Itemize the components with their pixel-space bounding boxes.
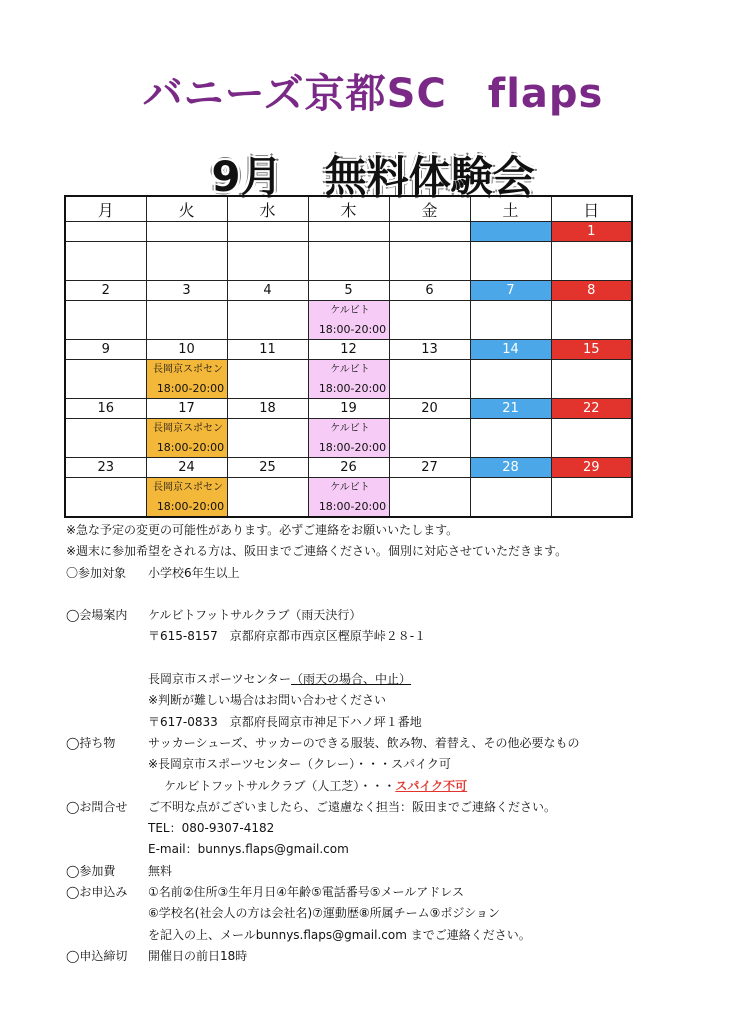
day-cell: 12 xyxy=(308,340,389,360)
note-line: ※週末に参加希望をされる方は、阪田までご連絡ください。個別に対応させていただきます。 xyxy=(66,544,568,559)
apply-row xyxy=(66,882,567,903)
apply-label: ◯お申込み xyxy=(66,885,128,900)
event-venue: 長岡京スポセン xyxy=(153,482,223,493)
day-cell: 18 xyxy=(227,399,308,419)
day-cell: 19 xyxy=(308,399,389,419)
no-spikes-warning: スパイク不可 xyxy=(395,778,468,793)
event-kelvito[interactable] xyxy=(308,301,389,340)
week-0-event-row xyxy=(65,242,632,281)
header-sat: 土 xyxy=(470,196,551,222)
day-cell-sat: 14 xyxy=(470,340,551,360)
day-cell: 26 xyxy=(308,458,389,478)
day-cell xyxy=(227,222,308,242)
event-nagaoka[interactable] xyxy=(146,478,227,518)
day-cell: 11 xyxy=(227,340,308,360)
header-fri: 金 xyxy=(389,196,470,222)
venue2-heading xyxy=(148,669,411,690)
deadline-value: 開催日の前日18時 xyxy=(148,948,248,963)
header-tue: 火 xyxy=(146,196,227,222)
target-value: 小学校6年生以上 xyxy=(148,565,240,580)
venue2-name: 長岡京市スポーツセンター xyxy=(148,672,292,687)
bring-items: サッカーシューズ、サッカーのできる服装、飲み物、着替え、その他必要なもの xyxy=(148,735,580,750)
week-1-number-row xyxy=(65,281,632,301)
day-cell-sun: 8 xyxy=(551,281,632,301)
apply-line-3: を記入の上、メールbunnys.flaps@gmail.com までご連絡ください。 xyxy=(148,927,531,942)
event-time: 18:00-20:00 xyxy=(318,441,387,454)
contact-row xyxy=(66,797,567,818)
calendar-table xyxy=(64,195,633,518)
venue1-name: ケルビトフットサルクラブ（雨天決行） xyxy=(148,608,362,623)
event-venue: ケルビト xyxy=(330,423,370,434)
fee-label: ◯参加費 xyxy=(66,863,116,878)
header-sun: 日 xyxy=(551,196,632,222)
day-cell-sun: 1 xyxy=(551,222,632,242)
fee-value: 無料 xyxy=(148,863,173,878)
event-kelvito[interactable] xyxy=(308,419,389,458)
venue1-address: 〒615-8157 京都府京都市西京区樫原芋峠２８-１ xyxy=(148,629,427,644)
week-4-number-row xyxy=(65,458,632,478)
week-2-number-row xyxy=(65,340,632,360)
contact-tel: TEL：080-9307-4182 xyxy=(148,821,275,836)
bring-note-kelvito: ケルビトフットサルクラブ（人工芝）・・・スパイク不可 xyxy=(164,778,468,793)
deadline-row xyxy=(66,946,567,967)
event-nagaoka[interactable] xyxy=(146,419,227,458)
day-cell: 13 xyxy=(389,340,470,360)
note-line: ※急な予定の変更の可能性があります。必ずご連絡をお願いいたします。 xyxy=(66,523,459,537)
event-time: 18:00-20:00 xyxy=(156,500,225,513)
contact-label: ◯お問合せ xyxy=(66,799,128,814)
day-cell-sat: 21 xyxy=(470,399,551,419)
day-cell-sat: 7 xyxy=(470,281,551,301)
week-0-number-row xyxy=(65,222,632,242)
event-kelvito[interactable] xyxy=(308,478,389,518)
day-cell-sun: 22 xyxy=(551,399,632,419)
target-row xyxy=(66,563,567,584)
calendar-header-row xyxy=(65,196,632,222)
event-venue: 長岡京スポセン xyxy=(153,364,223,375)
week-2-event-row xyxy=(65,360,632,399)
apply-line-2: ⑥学校名(社会人の方は会社名)⑦運動歴⑧所属チーム⑨ポジション xyxy=(148,906,500,921)
venue-row xyxy=(66,605,567,626)
day-cell xyxy=(65,222,146,242)
contact-email[interactable]: E-mail：bunnys.flaps@gmail.com xyxy=(148,842,349,857)
week-4-event-row xyxy=(65,478,632,518)
week-3-number-row xyxy=(65,399,632,419)
day-cell-sun: 29 xyxy=(551,458,632,478)
bring-note-nagaoka: ※長岡京市スポーツセンター（クレー）・・・スパイク可 xyxy=(148,757,451,772)
day-cell-sun: 15 xyxy=(551,340,632,360)
event-time: 18:00-20:00 xyxy=(318,382,387,395)
day-cell-sat xyxy=(470,222,551,242)
week-1-event-row xyxy=(65,301,632,340)
day-cell: 10 xyxy=(146,340,227,360)
day-cell: 9 xyxy=(65,340,146,360)
day-cell xyxy=(308,222,389,242)
event-kelvito[interactable] xyxy=(308,360,389,399)
day-cell xyxy=(389,222,470,242)
event-venue: ケルビト xyxy=(330,305,370,316)
target-label: 〇参加対象 xyxy=(66,565,127,580)
event-time: 18:00-20:00 xyxy=(318,500,387,513)
page-title: バニーズ京都SC flaps xyxy=(142,71,604,117)
venue2-address: 〒617-0833 京都府長岡京市神足下ハノ坪１番地 xyxy=(148,714,422,729)
day-cell xyxy=(146,222,227,242)
day-cell: 27 xyxy=(389,458,470,478)
venue2-rain-note: （雨天の場合、中止） xyxy=(291,672,412,687)
bring-label: ◯持ち物 xyxy=(66,735,116,750)
event-time: 18:00-20:00 xyxy=(156,441,225,454)
event-venue: ケルビト xyxy=(330,482,370,493)
apply-line-1: ①名前②住所③生年月日④年齢⑤電話番号⑤メールアドレス xyxy=(148,885,464,900)
deadline-label: ◯申込締切 xyxy=(66,948,128,963)
day-cell: 20 xyxy=(389,399,470,419)
day-cell: 17 xyxy=(146,399,227,419)
event-venue: ケルビト xyxy=(330,364,370,375)
header-mon: 月 xyxy=(65,196,146,222)
week-3-event-row xyxy=(65,419,632,458)
day-cell: 23 xyxy=(65,458,146,478)
day-cell: 2 xyxy=(65,281,146,301)
venue2-check: ※判断が難しい場合はお問い合わせください xyxy=(148,693,387,708)
day-cell: 24 xyxy=(146,458,227,478)
venue-label: ◯会場案内 xyxy=(66,608,128,623)
event-nagaoka[interactable] xyxy=(146,360,227,399)
event-time: 18:00-20:00 xyxy=(156,382,225,395)
event-venue: 長岡京スポセン xyxy=(153,423,223,434)
day-cell: 16 xyxy=(65,399,146,419)
page-subtitle: 9月 無料体験会 xyxy=(211,152,535,201)
day-cell: 6 xyxy=(389,281,470,301)
contact-text: ご不明な点がございましたら、ご遠慮なく担当：阪田までご連絡ください。 xyxy=(148,799,557,814)
day-cell: 3 xyxy=(146,281,227,301)
bring-row xyxy=(66,733,580,754)
fee-row xyxy=(66,861,567,882)
day-cell: 5 xyxy=(308,281,389,301)
event-time: 18:00-20:00 xyxy=(318,323,387,336)
info-section xyxy=(66,520,580,967)
day-cell: 25 xyxy=(227,458,308,478)
header-thu: 木 xyxy=(308,196,389,222)
header-wed: 水 xyxy=(227,196,308,222)
day-cell: 4 xyxy=(227,281,308,301)
day-cell-sat: 28 xyxy=(470,458,551,478)
